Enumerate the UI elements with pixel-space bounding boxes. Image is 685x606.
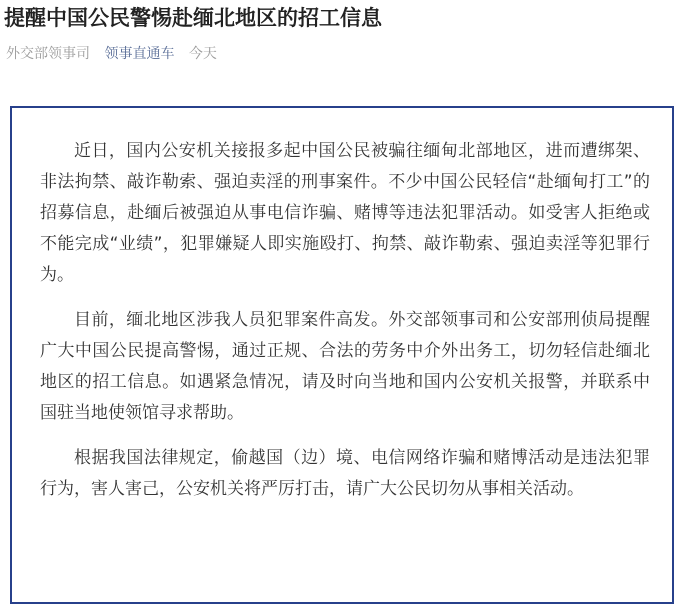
article-body-frame xyxy=(10,106,674,604)
article-title: 提醒中国公民警惕赴缅北地区的招工信息 xyxy=(4,6,382,30)
article-paragraph-3: 根据我国法律规定，偷越国（边）境、电信网络诈骗和赌博活动是违法犯罪行为，害人害己，公安机关将严厉打击，请广大公民切勿从事相关活动。 xyxy=(40,448,650,499)
article-source: 外交部领事司 xyxy=(6,46,90,62)
publish-time: 今天 xyxy=(188,46,217,62)
article-paragraph-1: 近日，国内公安机关接报多起中国公民被骗往缅甸北部地区，进而遭绑架、非法拘禁、敲诈勒索、强迫卖淫的刑事案件。不少中国公民轻信“赴缅甸打工”的招募信息，赴缅后被强迫从事电信诈骗、赌博等违法犯罪活动。如受害人拒绝或不能完成“业绩”，犯罪嫌疑人即实施殴打、拘禁、敲诈勒索、强迫卖淫等犯罪行为。 xyxy=(40,141,650,285)
account-name-link[interactable]: 领事直通车 xyxy=(104,46,175,62)
article-paragraph-2: 目前，缅北地区涉我人员犯罪案件高发。外交部领事司和公安部刑侦局提醒广大中国公民提高警惕，通过正规、合法的劳务中介外出务工，切勿轻信赴缅北地区的招工信息。如遇紧急情况，请及时向当地和国内公安机关报警，并联系中国驻当地使领馆寻求帮助。 xyxy=(40,310,650,423)
article-meta xyxy=(6,44,227,64)
